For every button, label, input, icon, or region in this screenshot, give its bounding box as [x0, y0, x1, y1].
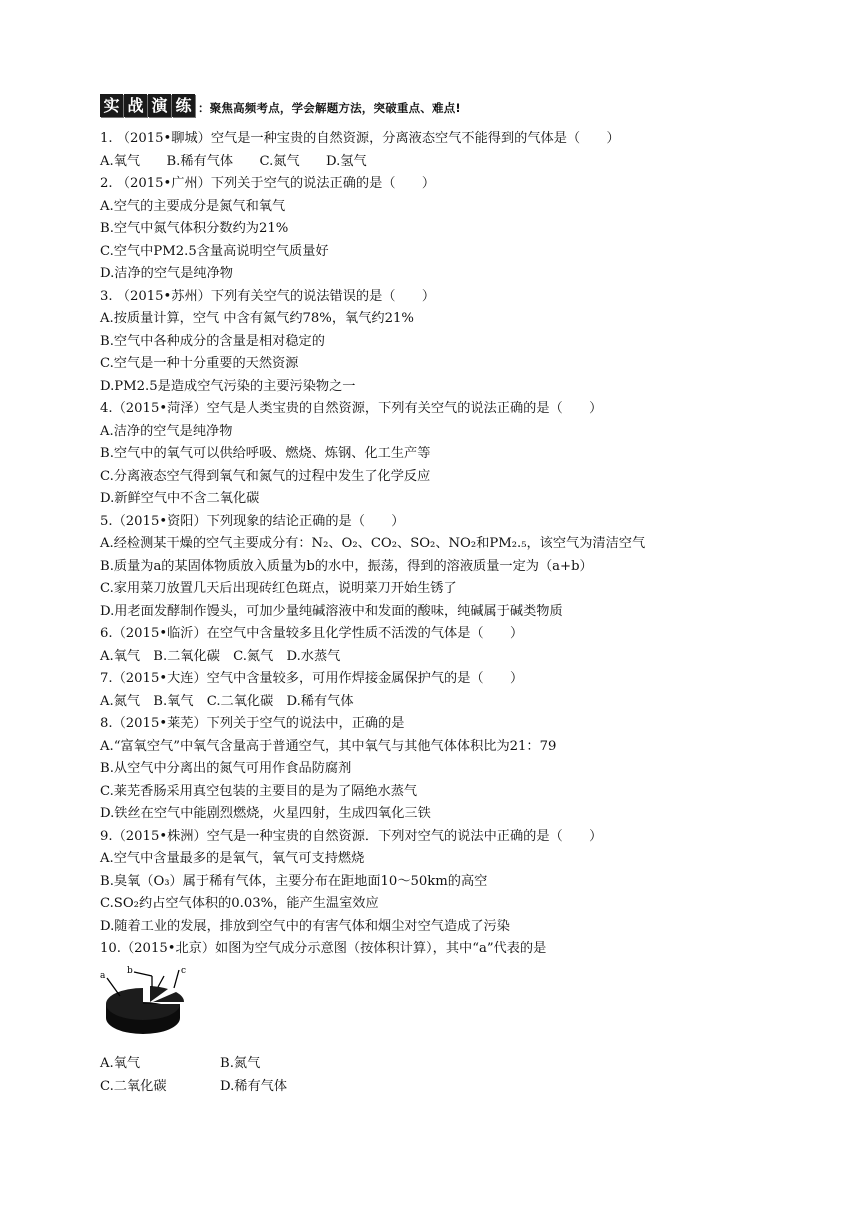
question-option: A.经检测某干燥的空气主要成分有：N₂、O₂、CO₂、SO₂、NO₂和PM₂.₅，该空气为清洁空气 [100, 536, 646, 551]
question-option: A.按质量计算，空气 中含有氮气约78%，氧气约21% [100, 311, 414, 326]
question-stem: 4.（2015•菏泽）空气是人类宝贵的自然资源，下列有关空气的说法正确的是（ ） [100, 401, 603, 416]
question-option: B.空气中各种成分的含量是相对稳定的 [100, 334, 325, 349]
section-header [100, 87, 461, 117]
question-option: A.氧气 B.二氧化碳 C.氮气 D.水蒸气 [100, 649, 341, 664]
question-option: B.氮气 [220, 1056, 261, 1071]
badge-char: 演 [148, 94, 171, 117]
question-stem: 3. （2015•苏州）下列有关空气的说法错误的是（ ） [100, 289, 436, 304]
section-badge [100, 94, 195, 117]
question-option: A.氮气 B.氧气 C.二氧化碳 D.稀有气体 [100, 694, 354, 709]
air-composition-pie-diagram [98, 966, 193, 1041]
question-option: D.铁丝在空气中能剧烈燃烧，火星四射，生成四氧化三铁 [100, 806, 431, 821]
question-option: D.随着工业的发展，排放到空气中的有害气体和烟尘对空气造成了污染 [100, 919, 510, 934]
question-option: B.从空气中分离出的氮气可用作食品防腐剂 [100, 761, 352, 776]
question-stem: 2. （2015•广州）下列关于空气的说法正确的是（ ） [100, 176, 436, 191]
question-option: B.空气中的氧气可以供给呼吸、燃烧、炼钢、化工生产等 [100, 446, 431, 461]
question-stem: 7.（2015•大连）空气中含量较多，可用作焊接金属保护气的是（ ） [100, 671, 524, 686]
question-stem: 6.（2015•临沂）在空气中含量较多且化学性质不活泼的气体是（ ） [100, 626, 524, 641]
question-option: A.氧气 [100, 1056, 141, 1071]
question-option: C.SO₂约占空气体积的0.03%，能产生温室效应 [100, 896, 379, 911]
question-option: C.分离液态空气得到氧气和氮气的过程中发生了化学反应 [100, 469, 431, 484]
question-option: C.空气是一种十分重要的天然资源 [100, 356, 299, 371]
question-option: A.洁净的空气是纯净物 [100, 424, 233, 439]
question-option: A.“富氧空气”中氧气含量高于普通空气，其中氧气与其他气体体积比为21：79 [100, 739, 557, 754]
question-option: B.臭氧（O₃）属于稀有气体，主要分布在距地面10～50km的高空 [100, 874, 488, 889]
question-option: A.空气中含量最多的是氧气，氧气可支持燃烧 [100, 851, 365, 866]
question-option: D.新鲜空气中不含二氧化碳 [100, 491, 260, 506]
question-stem: 8.（2015•莱芜）下列关于空气的说法中，正确的是 [100, 716, 405, 731]
question-option: D.用老面发酵制作馒头，可加少量纯碱溶液中和发面的酸味，纯碱属于碱类物质 [100, 604, 563, 619]
question-option: A.氧气 B.稀有气体 C.氮气 D.氢气 [100, 154, 367, 169]
question-option: A.空气的主要成分是氮气和氧气 [100, 199, 286, 214]
badge-char: 战 [124, 94, 147, 117]
question-option: C.空气中PM2.5含量高说明空气质量好 [100, 244, 329, 259]
section-tagline: ：聚焦高频考点，学会解题方法，突破重点、难点! [198, 101, 461, 115]
pie-label-c: c [181, 966, 187, 976]
question-option: D.洁净的空气是纯净物 [100, 266, 233, 281]
question-option: B.空气中氮气体积分数约为21% [100, 221, 289, 236]
question-option: C.二氧化碳 [100, 1079, 167, 1094]
question-option: B.质量为a的某固体物质放入质量为b的水中，振荡，得到的溶液质量一定为（a+b） [100, 559, 593, 574]
question-option: C.家用菜刀放置几天后出现砖红色斑点，说明菜刀开始生锈了 [100, 581, 457, 596]
question-stem: 5.（2015•资阳）下列现象的结论正确的是（ ） [100, 514, 405, 529]
badge-char: 练 [172, 94, 195, 117]
badge-char: 实 [100, 94, 123, 117]
question-stem: 9.（2015•株洲）空气是一种宝贵的自然资源．下列对空气的说法中正确的是（ ） [100, 829, 603, 844]
question-option: D.PM2.5是造成空气污染的主要污染物之一 [100, 379, 356, 394]
question-stem: 10.（2015•北京）如图为空气成分示意图（按体积计算），其中“a”代表的是 [100, 941, 547, 956]
question-option: C.莱芜香肠采用真空包装的主要目的是为了隔绝水蒸气 [100, 784, 418, 799]
question-option: D.稀有气体 [220, 1079, 288, 1094]
question-stem: 1. （2015•聊城）空气是一种宝贵的自然资源，分离液态空气不能得到的气体是（ ） [100, 131, 620, 146]
pie-label-b: b [127, 966, 133, 976]
pie-label-a: a [100, 971, 106, 981]
